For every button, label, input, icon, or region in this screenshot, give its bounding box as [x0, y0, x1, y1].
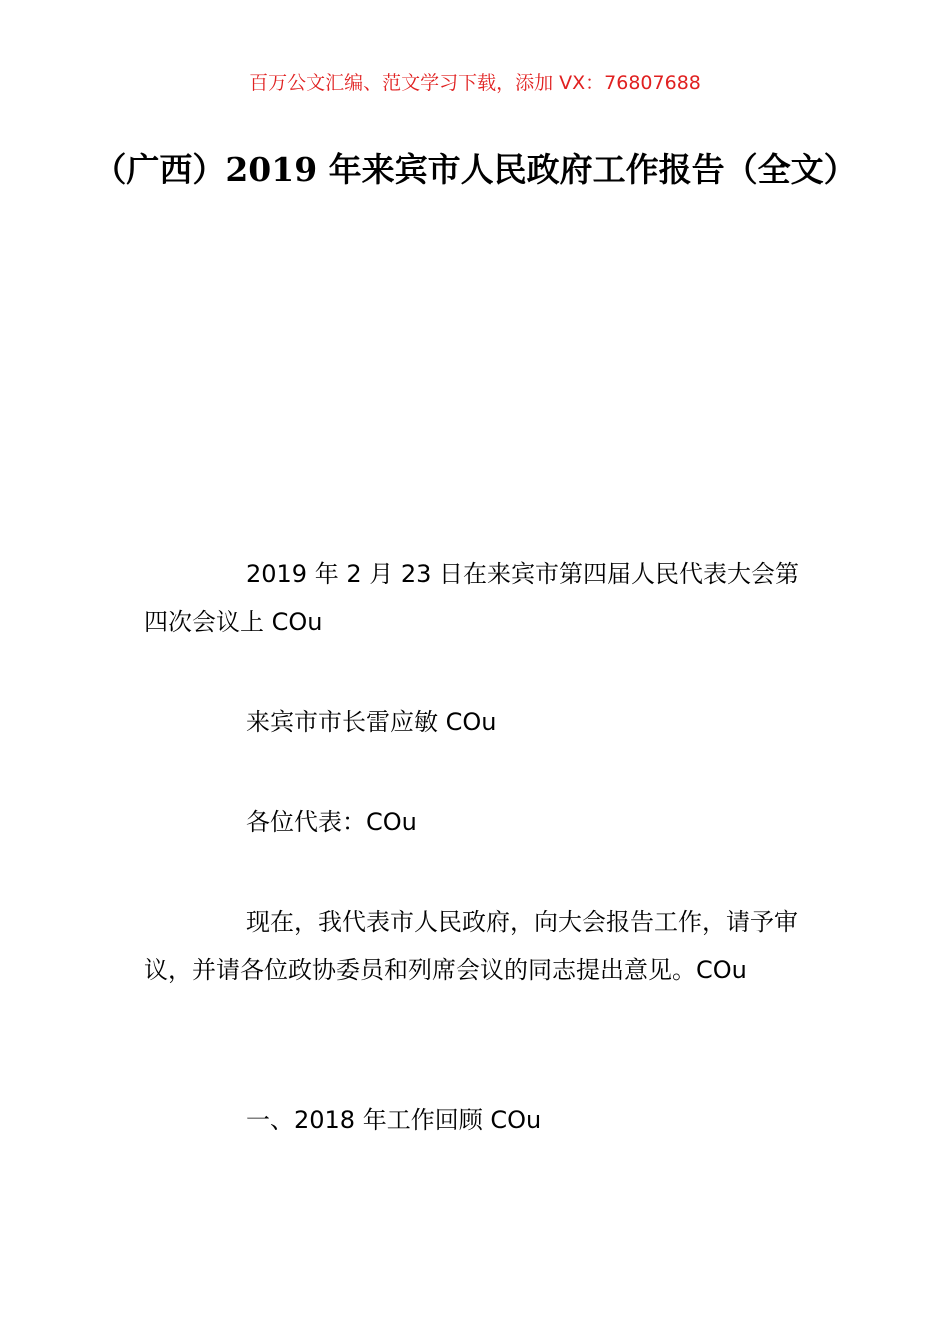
paragraph-salutation: 各位代表：COu: [246, 808, 417, 836]
section-heading-review: 一、2018 年工作回顾 COu: [246, 1106, 542, 1134]
paragraph-intro: 现在，我代表市人民政府，向大会报告工作，请予审议，并请各位政协委员和列席会议的同志提出意见。COu: [144, 908, 798, 984]
header-note: 百万公文汇编、范文学习下载，添加 VX：76807688: [249, 72, 701, 94]
document-title: （广西）2019 年来宾市人民政府工作报告（全文）: [93, 150, 857, 189]
paragraph-speaker: 来宾市市长雷应敏 COu: [246, 708, 497, 736]
paragraph-meeting-info: 2019 年 2 月 23 日在来宾市第四届人民代表大会第四次会议上 COu: [144, 560, 800, 636]
